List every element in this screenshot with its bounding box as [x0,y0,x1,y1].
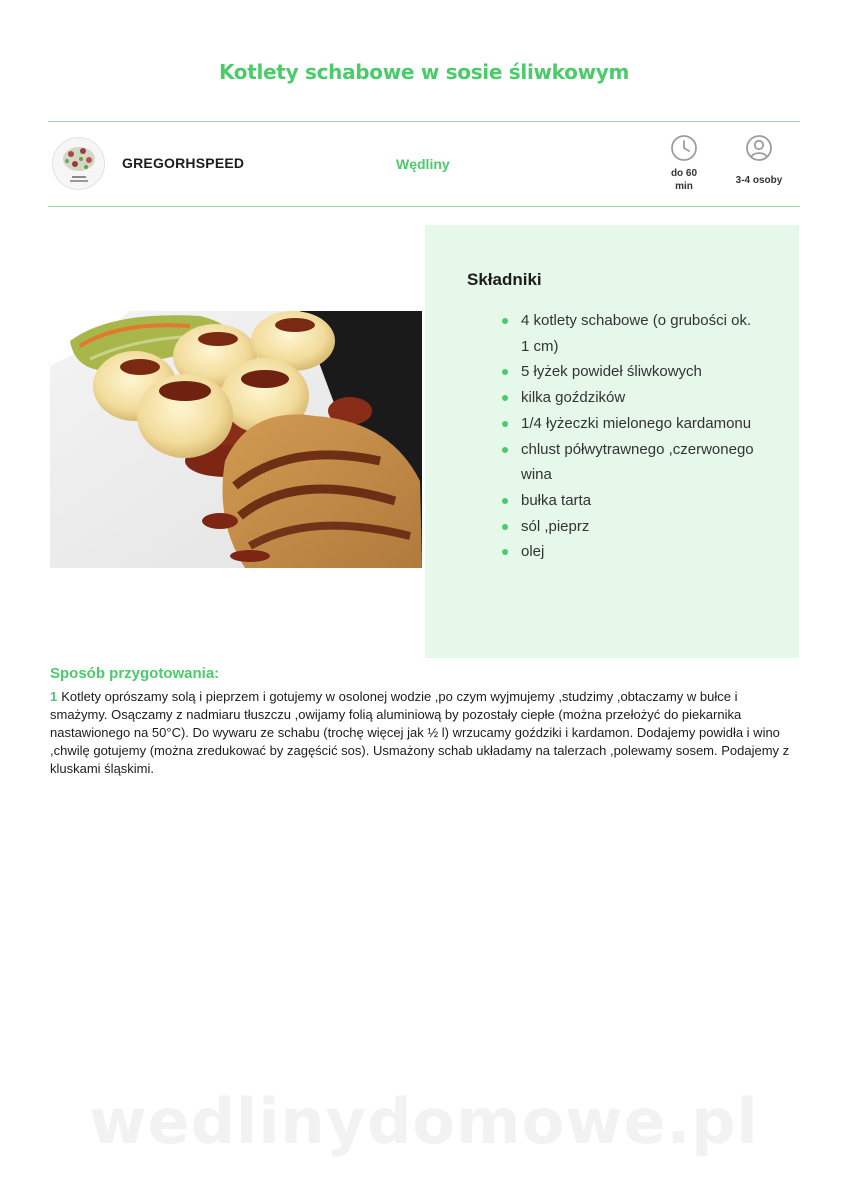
prep-time [659,167,709,193]
header-bottom-divider [48,206,800,207]
ingredient-item: sól ,pieprz [501,514,761,540]
ingredient-item: kilka goździków [501,385,761,411]
recipe-category-link[interactable]: Wędliny [396,156,450,172]
ingredients-list [501,308,761,565]
header-top-divider [48,121,800,122]
dish-photo [50,311,422,568]
ingredient-item: 1/4 łyżeczki mielonego kardamonu [501,411,761,437]
ingredient-item: chlust półwytrawnego ,czerwonego wina [501,437,761,488]
preparation-heading: Sposób przygotowania: [50,665,220,682]
prep-time-value: do 60 [670,168,698,179]
servings: 3-4 osoby [735,175,783,186]
clock-icon [670,134,698,162]
recipe-title: Kotlety schabowe w sosie śliwkowym [218,60,630,84]
ingredient-item: olej [501,539,761,565]
preparation-step [50,688,798,778]
author-avatar[interactable] [52,137,105,190]
ingredients-heading: Składniki [467,270,542,289]
ingredient-item: 5 łyżek powideł śliwkowych [501,359,761,385]
step-number: 1 [50,689,58,704]
ingredient-item: 4 kotlety schabowe (o grubości ok. 1 cm) [501,308,761,359]
user-icon [745,134,773,162]
author-name[interactable]: GREGORHSPEED [122,155,245,171]
step-text: Kotlety oprószamy solą i pieprzem i gotujemy w osolonej wodzie ,po czym wyjmujemy ,studzimy ,obtaczamy w bułce i smażymy. Osączamy z nadmiaru tłuszczu ,owijamy folią aluminiową by pozostały ciepłe (można przełożyć do piekarnika nastawionego na 50°C). Do wywaru ze schabu (trochę więcej jak ½ l) wrzucamy goździki i kardamon. Dodajemy powidła i wino ,chwilę gotujemy (można zredukować by zagęścić sos). Usmażony schab układamy na talerzach ,polewamy sosem. Podajemy z kluskami śląskimi. [50,689,790,776]
dish-image [50,311,422,568]
ingredient-item: bułka tarta [501,488,761,514]
prep-time-unit: min [675,181,693,192]
site-watermark: wedlinydomowe.pl [89,1085,759,1158]
avatar-image [53,138,105,190]
